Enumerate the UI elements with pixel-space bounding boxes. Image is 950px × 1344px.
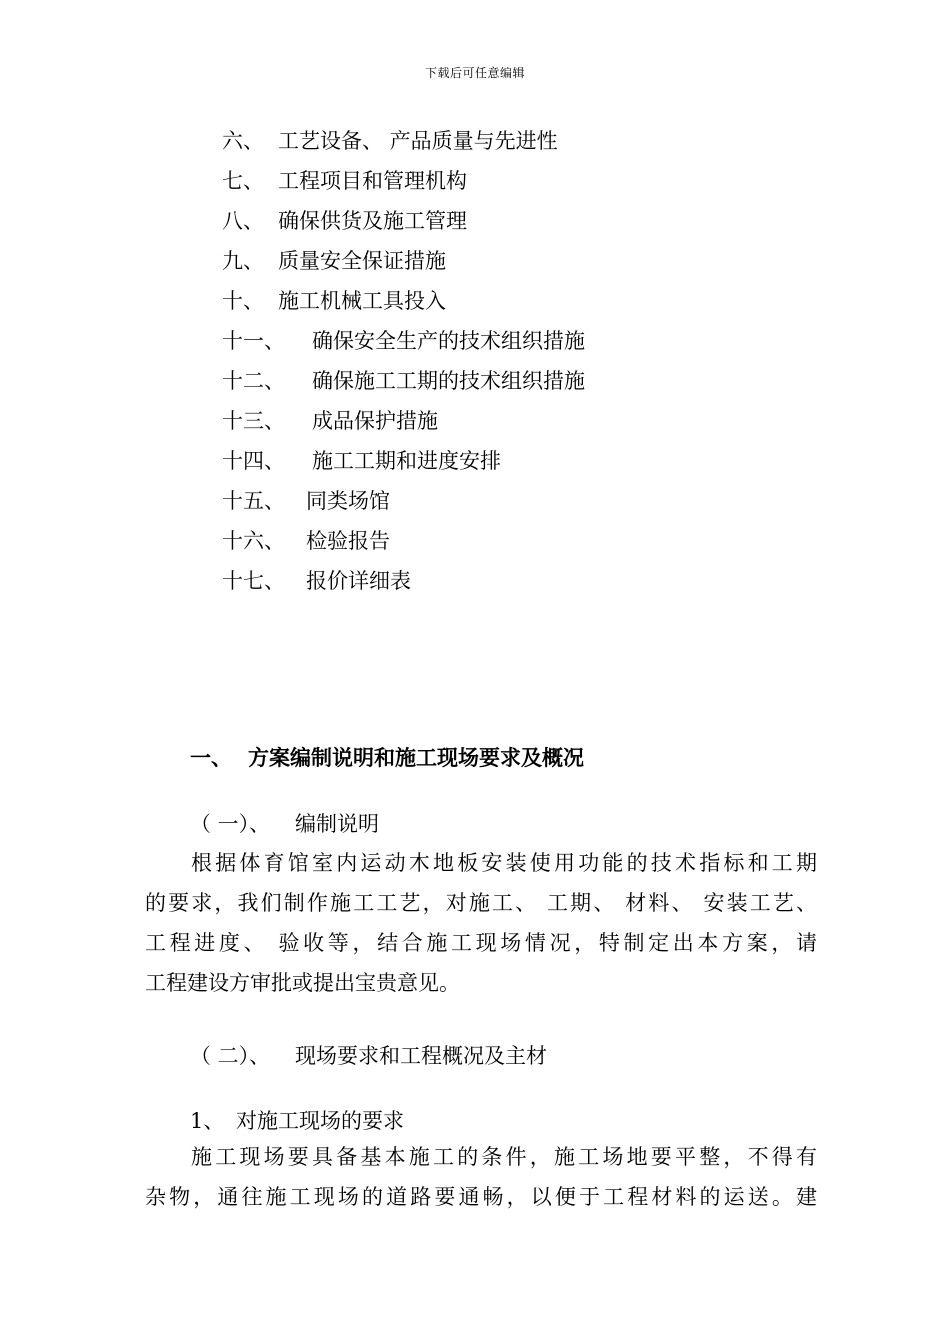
paragraph [145, 1137, 817, 1217]
paragraph [145, 843, 817, 1003]
toc-item-number: 七、 [222, 169, 264, 193]
toc-item-text: 确保施工工期的技术组织措施 [312, 369, 585, 393]
toc-item-number: 十五、 [222, 489, 285, 513]
toc-item [222, 200, 822, 240]
toc-item [222, 520, 822, 560]
section-heading [190, 742, 584, 772]
toc-item [222, 240, 822, 280]
paragraph-line: 根据体育馆室内运动木地板安装使用功能的技术指标和工期 [191, 851, 817, 875]
item-title: 对施工现场的要求 [236, 1109, 404, 1133]
toc-item [222, 320, 822, 360]
subsection-number: （ 二）、 [190, 1044, 271, 1068]
toc-item-number: 六、 [222, 129, 264, 153]
toc-item-number: 十三、 [222, 409, 285, 433]
toc-item [222, 560, 822, 600]
toc-item [222, 440, 822, 480]
toc-item-number: 九、 [222, 249, 264, 273]
item-heading [190, 1105, 404, 1135]
toc-item-text: 工程项目和管理机构 [278, 169, 467, 193]
subsection-heading [190, 808, 379, 838]
toc-item [222, 480, 822, 520]
item-number: 1、 [190, 1109, 225, 1133]
subsection-title: 现场要求和工程概况及主材 [295, 1044, 547, 1068]
toc-item-number: 十、 [222, 289, 264, 313]
toc-item [222, 160, 822, 200]
toc-item-text: 施工机械工具投入 [278, 289, 446, 313]
toc-item-number: 八、 [222, 209, 264, 233]
subsection-number: （ 一）、 [190, 812, 271, 836]
paragraph-line: 杂物，通往施工现场的道路要通畅，以便于工程材料的运送。建 [145, 1185, 817, 1209]
paragraph-line: 工程建设方审批或提出宝贵意见。 [145, 971, 460, 995]
paragraph-line: 工程进度、 验收等，结合施工现场情况，特制定出本方案，请 [145, 931, 817, 955]
toc-item-text: 同类场馆 [306, 489, 390, 513]
table-of-contents [222, 120, 822, 600]
page-header: 下载后可任意编辑 [424, 66, 525, 80]
toc-item-number: 十一、 [222, 329, 285, 353]
toc-item-text: 确保安全生产的技术组织措施 [312, 329, 585, 353]
toc-item-text: 报价详细表 [306, 569, 411, 593]
toc-item-number: 十七、 [222, 569, 285, 593]
toc-item-text: 施工工期和进度安排 [312, 449, 501, 473]
section-title-text: 方案编制说明和施工现场要求及概况 [248, 745, 584, 770]
subsection-title: 编制说明 [295, 812, 379, 836]
toc-item-text: 工艺设备、 产品质量与先进性 [278, 129, 558, 153]
toc-item-text: 检验报告 [306, 529, 390, 553]
toc-item-text: 成品保护措施 [312, 409, 438, 433]
toc-item-number: 十六、 [222, 529, 285, 553]
paragraph-line: 的要求，我们制作施工工艺，对施工、 工期、 材料、 安装工艺、 [145, 891, 817, 915]
toc-item [222, 400, 822, 440]
toc-item [222, 360, 822, 400]
toc-item [222, 280, 822, 320]
toc-item-text: 质量安全保证措施 [278, 249, 446, 273]
toc-item-number: 十四、 [222, 449, 285, 473]
subsection-heading [190, 1040, 547, 1070]
paragraph-line: 施工现场要具备基本施工的条件，施工场地要平整，不得有 [191, 1145, 817, 1169]
section-number: 一、 [190, 745, 232, 770]
toc-item-text: 确保供货及施工管理 [278, 209, 467, 233]
toc-item [222, 120, 822, 160]
toc-item-number: 十二、 [222, 369, 285, 393]
